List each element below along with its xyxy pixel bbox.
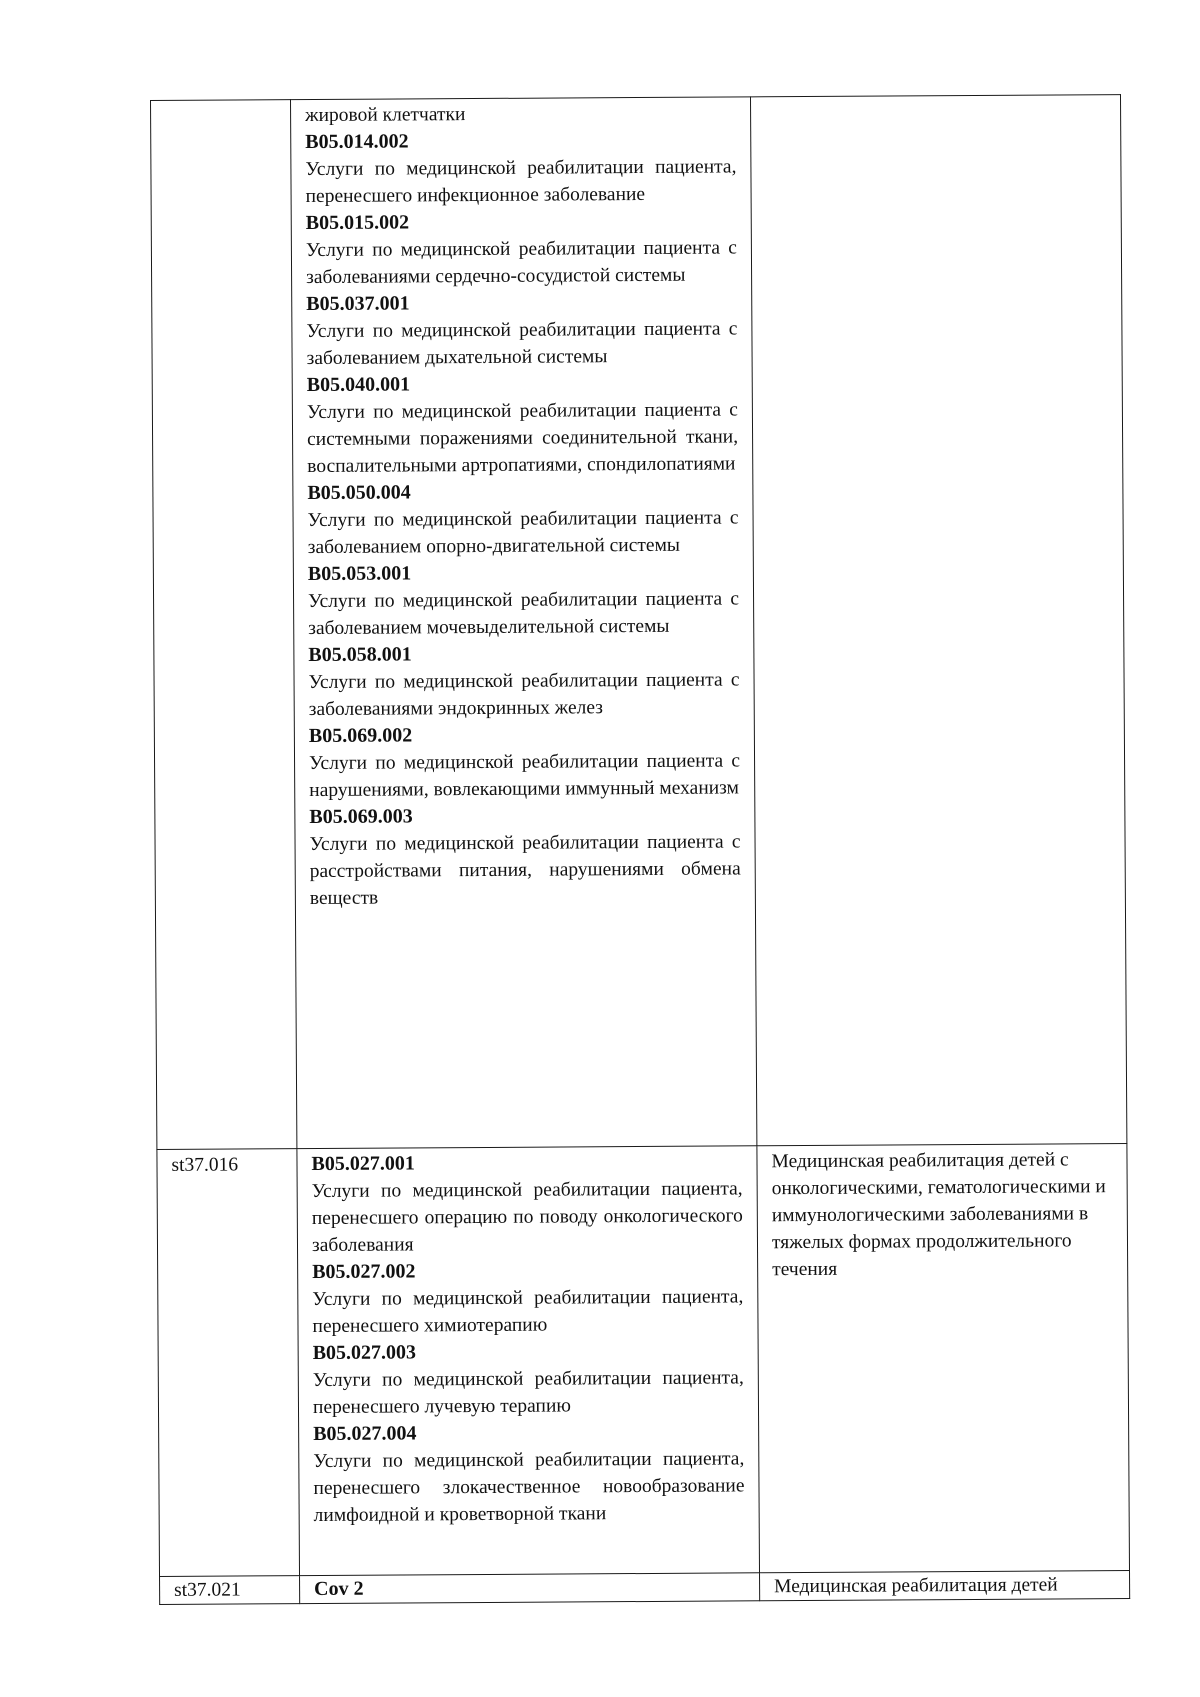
service-code: B05.040.001 xyxy=(306,373,411,397)
service-code: B05.027.001 xyxy=(311,1152,415,1176)
service-code: B05.069.003 xyxy=(309,805,413,829)
service-code: B05.014.002 xyxy=(305,130,409,154)
service-entry xyxy=(308,639,739,723)
service-name: Услуги по медицинской реабилитации пациента, перенесшего химиотерапию xyxy=(312,1286,744,1338)
service-entry xyxy=(309,801,741,912)
services-cell xyxy=(291,97,757,1149)
service-entry xyxy=(307,369,739,480)
service-entry xyxy=(307,477,738,561)
service-code: B05.015.002 xyxy=(305,211,410,235)
service-entry xyxy=(313,1418,745,1529)
service-name: Услуги по медицинской реабилитации пациента, перенесшего злокачественное новообразование лимфоидной и кроветворной ткани xyxy=(313,1448,745,1527)
group-code-cell: st37.016 xyxy=(157,1149,300,1577)
service-code: B05.027.003 xyxy=(312,1341,417,1365)
service-name: Услуги по медицинской реабилитации пациента с заболеванием опорно-двигательной системы xyxy=(307,507,739,559)
group-description-cell xyxy=(750,95,1126,1146)
service-entry xyxy=(306,288,737,372)
service-code: Cov 2 xyxy=(314,1577,364,1601)
group-code-cell: st37.021 xyxy=(160,1576,300,1605)
service-code: B05.027.004 xyxy=(313,1422,417,1446)
table-row xyxy=(151,95,1127,1150)
service-code: B05.069.002 xyxy=(308,724,413,748)
service-name: Услуги по медицинской реабилитации пациента, перенесшего операцию по поводу онкологического заболевания xyxy=(311,1178,743,1257)
group-code-cell xyxy=(151,100,297,1150)
service-code: B05.058.001 xyxy=(308,643,412,667)
service-name: Услуги по медицинской реабилитации пациента с заболеванием мочевыделительной системы xyxy=(308,588,740,640)
service-code: B05.037.001 xyxy=(306,292,410,316)
service-entry xyxy=(305,126,736,210)
service-name: Услуги по медицинской реабилитации пациента с расстройствами питания, нарушениями обмена веществ xyxy=(309,831,741,910)
service-entry xyxy=(314,1573,745,1603)
group-description-cell: Медицинская реабилитация детей с онкологическими, гематологическими и иммунологическими заболеваниями в тяжелых формах продолжительного течения xyxy=(757,1144,1130,1573)
service-entry xyxy=(312,1256,743,1340)
service-name: Услуги по медицинской реабилитации пациента с заболеванием дыхательной системы xyxy=(306,318,738,370)
service-entry xyxy=(308,558,739,642)
document-table-container xyxy=(150,94,1129,1605)
service-entry xyxy=(309,720,740,804)
services-table xyxy=(150,94,1130,1605)
service-code: B05.027.002 xyxy=(312,1260,416,1284)
service-entry xyxy=(306,207,737,291)
services-cell xyxy=(300,1573,760,1604)
service-name: Услуги по медицинской реабилитации пациента с нарушениями, вовлекающими иммунный механизм xyxy=(308,750,741,802)
service-name: Услуги по медицинской реабилитации пациента, перенесшего инфекционное заболевание xyxy=(305,156,737,208)
service-name: Услуги по медицинской реабилитации пациента с системными поражениями соединительной ткани, воспалительными артропатиями, спондилопатиями xyxy=(306,399,739,478)
service-code: B05.053.001 xyxy=(307,562,412,586)
service-name: Услуги по медицинской реабилитации пациента, перенесшего лучевую терапию xyxy=(312,1367,744,1419)
service-entry xyxy=(313,1337,744,1421)
continued-text: жировой клетчатки xyxy=(305,104,466,127)
table-row xyxy=(160,1571,1130,1605)
group-description-cell: Медицинская реабилитация детей xyxy=(760,1571,1130,1601)
service-name: Услуги по медицинской реабилитации пациента с заболеваниями эндокринных желез xyxy=(308,669,740,721)
services-cell xyxy=(297,1146,760,1576)
table-row xyxy=(157,1144,1130,1577)
service-entry xyxy=(311,1148,743,1259)
service-name: Услуги по медицинской реабилитации пациента с заболеваниями сердечно-сосудистой системы xyxy=(305,237,737,289)
service-code: B05.050.004 xyxy=(307,481,411,505)
